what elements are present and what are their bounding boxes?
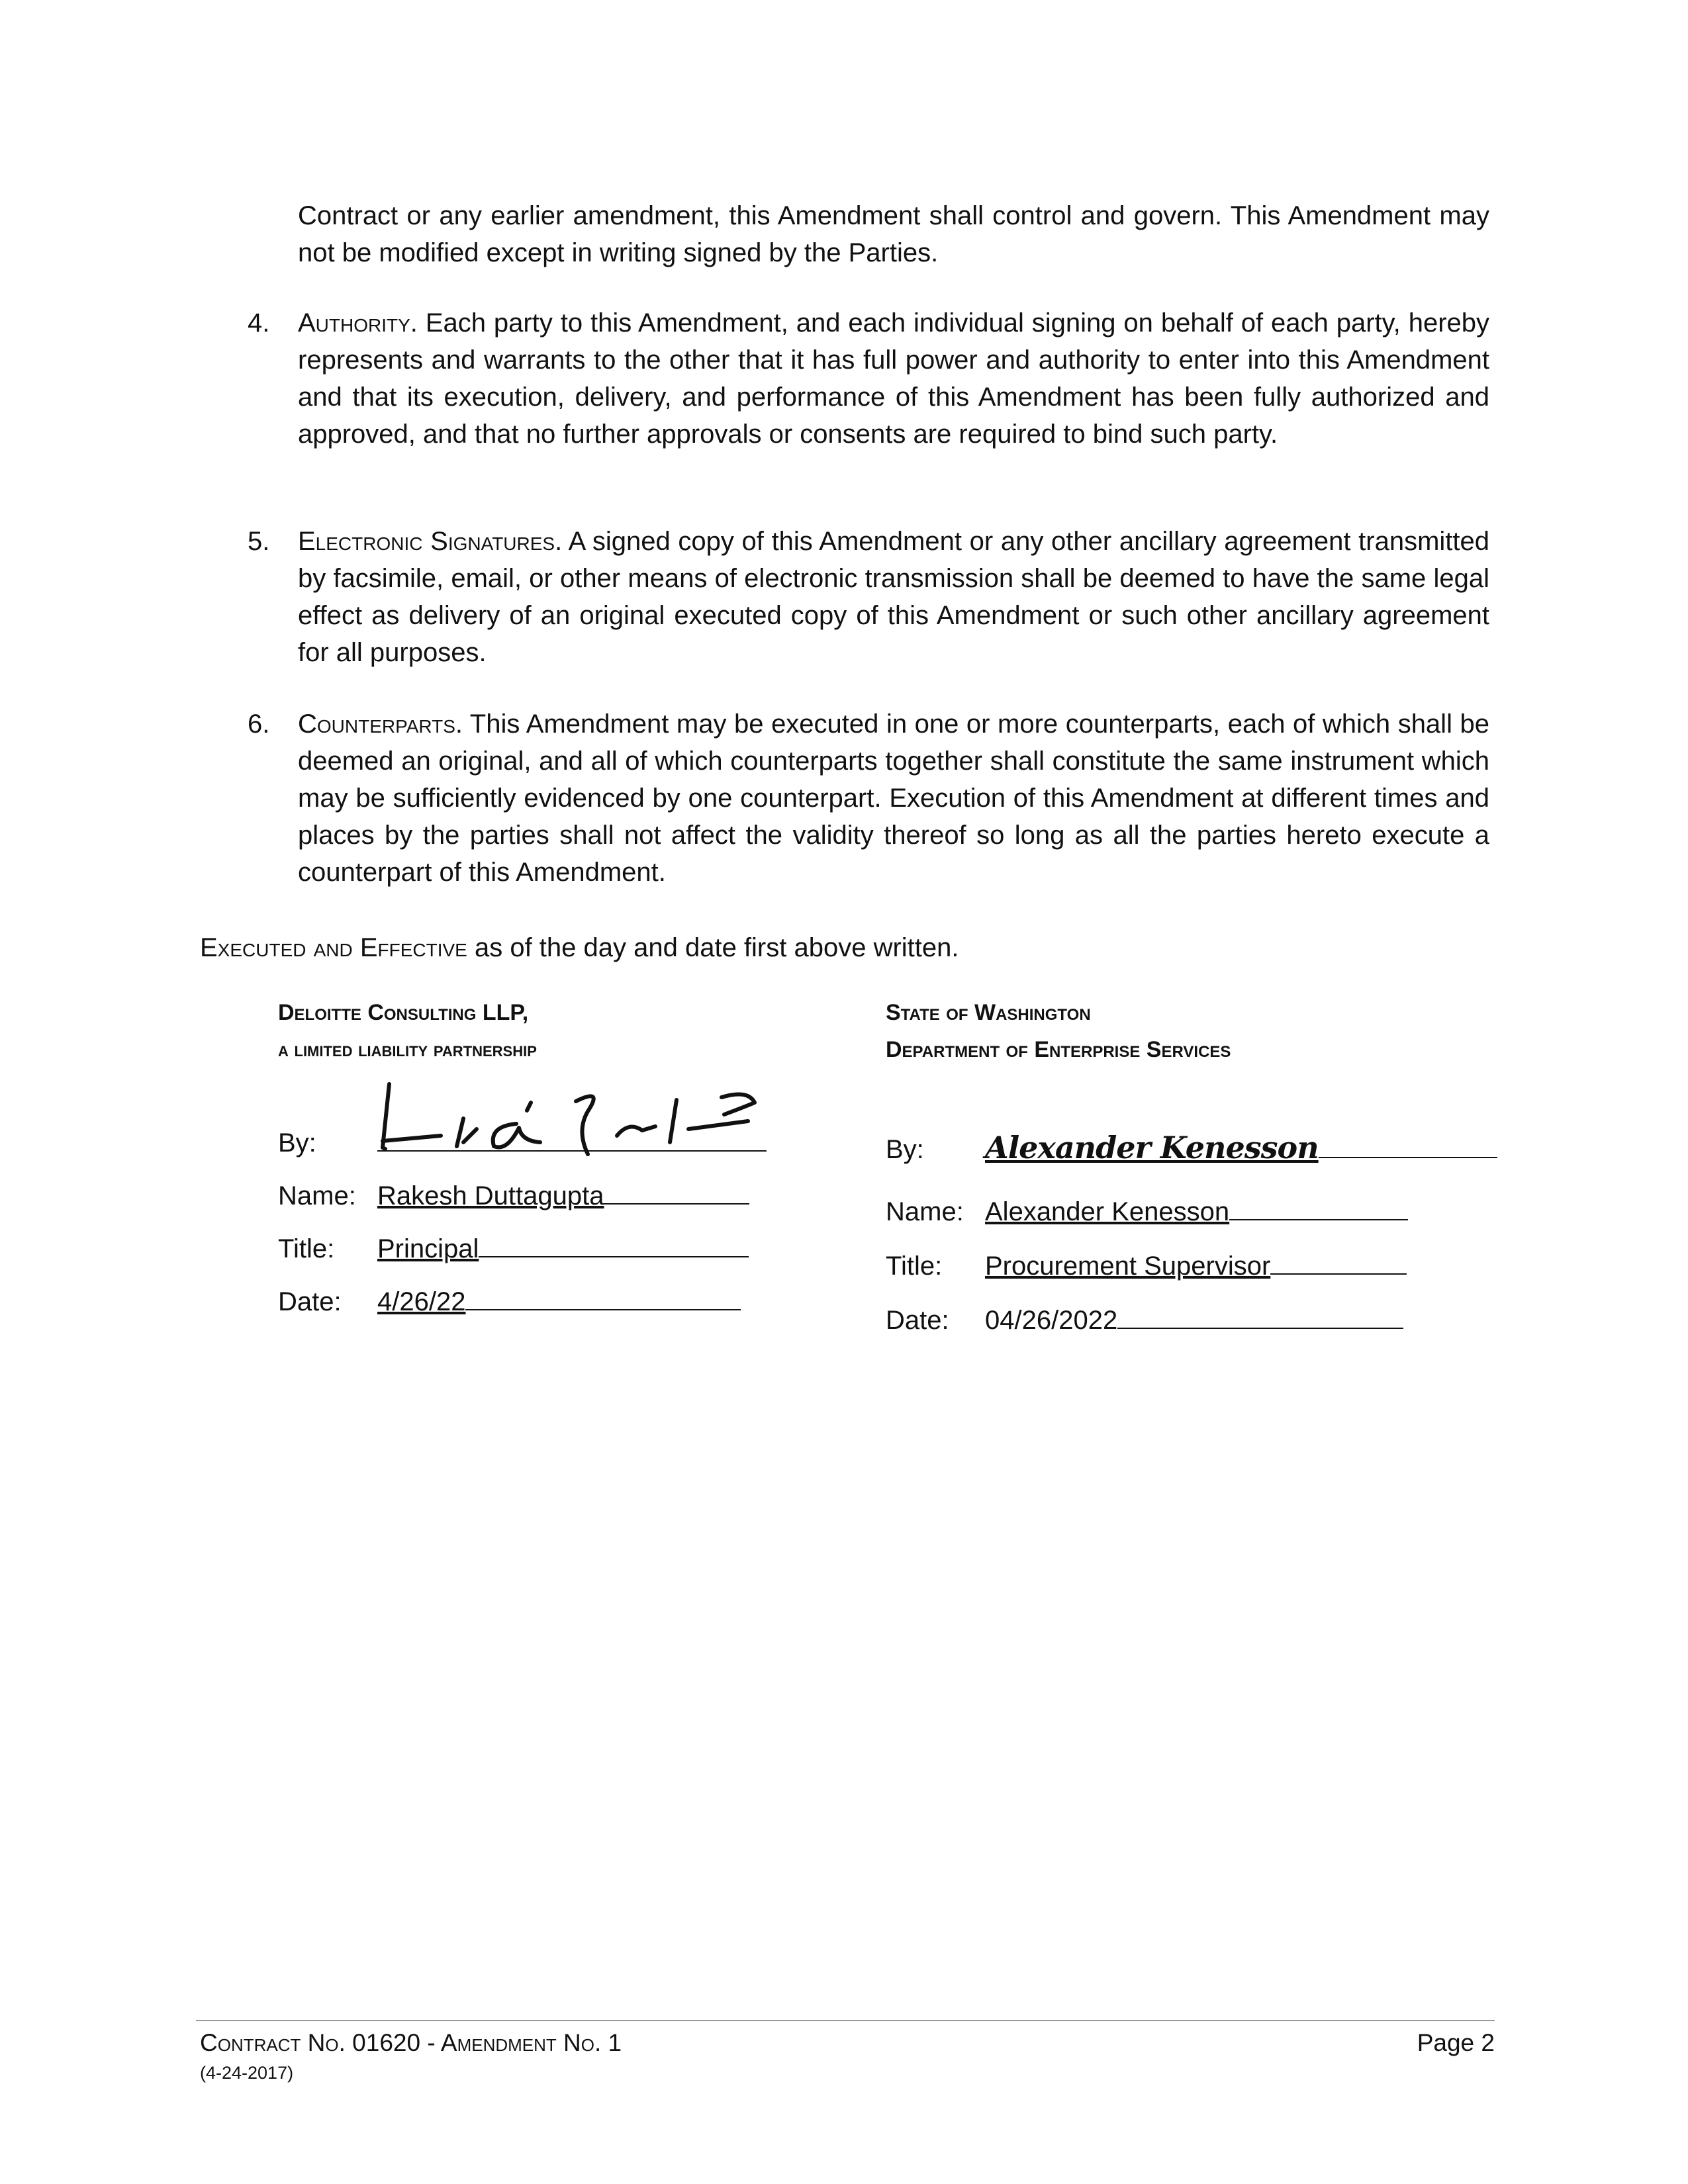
left-name-label: Name:: [278, 1181, 356, 1210]
footer-revision-date: (4-24-2017): [200, 2063, 294, 2083]
section-authority: [248, 304, 1489, 453]
section-number: 6.: [248, 709, 270, 739]
left-title-field: [377, 1228, 749, 1267]
right-name-label: Name:: [886, 1197, 964, 1226]
section-body: [298, 523, 1489, 671]
section-body: [298, 705, 1489, 891]
right-date-row: [886, 1300, 1403, 1339]
left-party-subtitle: a limited liability partnership: [278, 1038, 537, 1061]
right-party-heading: [886, 994, 1231, 1068]
right-by-label: By:: [886, 1135, 924, 1164]
left-name-value: Rakesh Duttagupta: [377, 1181, 604, 1210]
left-by-row: [278, 1122, 767, 1161]
left-signature-field: [377, 1122, 767, 1161]
section-heading: Authority: [298, 308, 410, 338]
section-text: . Each party to this Amendment, and each individual signing on behalf of each party, hereby represents and warrants to the other that it has full power and authority to enter into this Amendment and that its execution, delivery, and performance of this Amendment has been fully authorized and approved, and that no further approvals or consents are required to bind such party.: [298, 308, 1489, 449]
section-counterparts: [248, 705, 1489, 891]
continuation-paragraph: [298, 197, 1489, 271]
left-party-name: Deloitte Consulting LLP,: [278, 1000, 529, 1025]
handwritten-signature-left: [377, 1063, 774, 1162]
executed-rest: as of the day and date first above written.: [467, 933, 959, 962]
executed-lead: Executed and Effective: [200, 933, 467, 962]
section-text: . This Amendment may be executed in one or more counterparts, each of which shall be deemed an original, and all of which counterparts together shall constitute the same instrument which may be sufficiently evidenced by one counterpart. Execution of this Amendment at different times and places by the parties shall not affect the validity thereof so long as all the parties hereto execute a counterpart of this Amendment.: [298, 709, 1489, 887]
right-by-row: [886, 1129, 1497, 1168]
right-title-row: [886, 1246, 1407, 1285]
right-name-value: Alexander Kenesson: [985, 1197, 1230, 1226]
page-number: Page 2: [1417, 2029, 1495, 2056]
right-title-value: Procurement Supervisor: [985, 1251, 1271, 1281]
left-date-label: Date:: [278, 1287, 342, 1316]
left-date-row: [278, 1281, 741, 1320]
right-date-value: 04/26/2022: [985, 1306, 1118, 1335]
section-number: 4.: [248, 308, 270, 338]
left-name-field: [377, 1175, 749, 1214]
footer-contract: Contract No. 01620 - Amendment No. 1: [200, 2029, 622, 2056]
section-heading: Electronic Signatures: [298, 527, 555, 556]
right-party-subtitle: Department of Enterprise Services: [886, 1037, 1231, 1062]
left-date-value: 4/26/22: [377, 1287, 466, 1316]
right-date-label: Date:: [886, 1306, 949, 1335]
right-name-field: [985, 1191, 1408, 1230]
right-date-field: [985, 1300, 1403, 1339]
left-title-row: [278, 1228, 749, 1267]
right-signature-field: [985, 1129, 1497, 1168]
right-title-label: Title:: [886, 1251, 943, 1281]
left-name-row: [278, 1175, 749, 1214]
section-text: . A signed copy of this Amendment or any other ancillary agreement transmitted by facsimile, email, or other means of electronic transmission shall be deemed to have the same legal effect as delivery of an original executed copy of this Amendment or such other ancillary agreement for all purposes.: [298, 527, 1489, 667]
left-title-value: Principal: [377, 1234, 479, 1263]
section-number: 5.: [248, 527, 270, 556]
executed-statement: [200, 929, 959, 966]
footer-divider: [196, 2020, 1495, 2021]
right-title-field: [985, 1246, 1407, 1285]
left-date-field: [377, 1281, 741, 1320]
right-signature: Alexander Kenesson: [985, 1130, 1319, 1165]
section-body: [298, 304, 1489, 453]
section-electronic-signatures: [248, 523, 1489, 671]
left-title-label: Title:: [278, 1234, 335, 1263]
section-heading: Counterparts: [298, 709, 455, 739]
left-party-heading: [278, 994, 537, 1068]
continuation-text: Contract or any earlier amendment, this Amendment shall control and govern. This Amendment may not be modified except in writing signed by the Parties.: [298, 201, 1489, 267]
left-by-label: By:: [278, 1128, 316, 1158]
right-name-row: [886, 1191, 1408, 1230]
right-party-name: State of Washington: [886, 1000, 1091, 1025]
